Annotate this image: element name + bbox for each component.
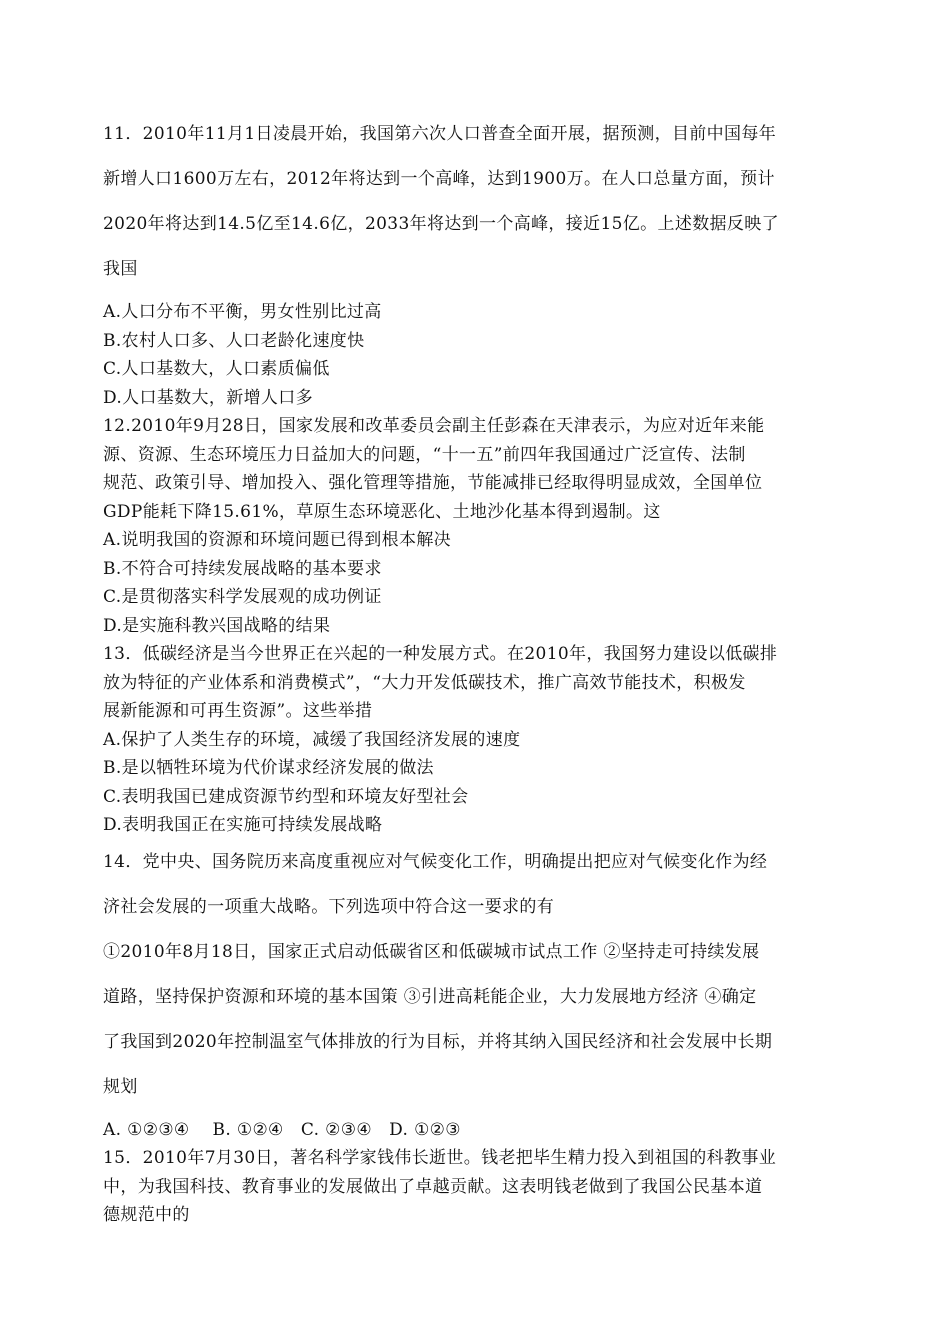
question-14-stem-line: 14．党中央、国务院历来高度重视应对气候变化工作，明确提出把应对气候变化作为经 — [103, 851, 768, 872]
question-11-option-c: C.人口基数大，人口素质偏低 — [103, 359, 330, 379]
question-13-option-b: B.是以牺牲环境为代价谋求经济发展的做法 — [103, 758, 434, 778]
question-15-stem-line: 中，为我国科技、教育事业的发展做出了卓越贡献。这表明钱老做到了我国公民基本道 — [103, 1176, 763, 1197]
question-14-options: A. ①②③④ B. ①②④ C. ②③④ D. ①②③ — [103, 1119, 461, 1140]
question-13 — [103, 640, 848, 840]
question-14 — [103, 840, 848, 1145]
question-12-option-c: C.是贯彻落实科学发展观的成功例证 — [103, 587, 382, 607]
question-11 — [103, 112, 848, 412]
question-12-stem-line: GDP能耗下降15.61%，草原生态环境恶化、土地沙化基本得到遏制。这 — [103, 501, 661, 522]
question-11-option-d: D.人口基数大，新增人口多 — [103, 387, 313, 408]
question-11-stem-line: 新增人口1600万左右，2012年将达到一个高峰，达到1900万。在人口总量方面，预计 — [103, 169, 775, 189]
question-11-option-a: A.人口分布不平衡，男女性别比过高 — [103, 302, 382, 322]
question-11-option-b: B.农村人口多、人口老龄化速度快 — [103, 330, 365, 351]
question-12-stem-line: 12.2010年9月28日，国家发展和改革委员会副主任彭森在天津表示，为应对近年来能 — [103, 416, 765, 436]
question-15 — [103, 1144, 848, 1230]
question-12-option-d: D.是实施科教兴国战略的结果 — [103, 615, 331, 636]
question-15-stem-line: 德规范中的 — [103, 1205, 190, 1225]
question-11-stem-line: 2020年将达到14.5亿至14.6亿，2033年将达到一个高峰，接近15亿。上述数据反映了 — [103, 214, 779, 234]
question-11-stem-line: 11．2010年11月1日凌晨开始，我国第六次人口普查全面开展，据预测，目前中国每年 — [103, 124, 777, 144]
question-14-stem-line: 道路，坚持保护资源和环境的基本国策 ③引进高耗能企业，大力发展地方经济 ④确定 — [103, 986, 757, 1007]
question-15-stem-line: 15．2010年7月30日，著名科学家钱伟长逝世。钱老把毕生精力投入到祖国的科教事业 — [103, 1148, 777, 1168]
question-14-stem-line: ①2010年8月18日，国家正式启动低碳省区和低碳城市试点工作 ②坚持走可持续发展 — [103, 941, 760, 962]
question-14-stem-line: 规划 — [103, 1076, 138, 1097]
question-13-option-c: C.表明我国已建成资源节约型和环境友好型社会 — [103, 786, 469, 807]
question-13-option-a: A.保护了人类生存的环境，减缓了我国经济发展的速度 — [103, 729, 521, 750]
question-12-stem-line: 源、资源、生态环境压力日益加大的问题，“十一五”前四年我国通过广泛宣传、法制 — [103, 444, 746, 465]
question-12-stem-line: 规范、政策引导、增加投入、强化管理等措施，节能减排已经取得明显成效，全国单位 — [103, 473, 763, 493]
question-12-option-a: A.说明我国的资源和环境问题已得到根本解决 — [103, 530, 452, 550]
question-14-stem-line: 济社会发展的一项重大战略。下列选项中符合这一要求的有 — [103, 896, 555, 917]
exam-page — [103, 112, 848, 1230]
question-13-stem-line: 放为特征的产业体系和消费模式”，“大力开发低碳技术，推广高效节能技术，积极发 — [103, 672, 746, 693]
question-13-option-d: D.表明我国正在实施可持续发展战略 — [103, 815, 383, 835]
question-14-stem-line: 了我国到2020年控制温室气体排放的行为目标，并将其纳入国民经济和社会发展中长期 — [103, 1031, 773, 1052]
question-12-option-b: B.不符合可持续发展战略的基本要求 — [103, 558, 382, 579]
question-13-stem-line: 展新能源和可再生资源”。这些举措 — [103, 701, 373, 721]
question-11-stem-line: 我国 — [103, 259, 138, 279]
question-13-stem-line: 13．低碳经济是当今世界正在兴起的一种发展方式。在2010年，我国努力建设以低碳排 — [103, 644, 778, 664]
question-12 — [103, 412, 848, 640]
